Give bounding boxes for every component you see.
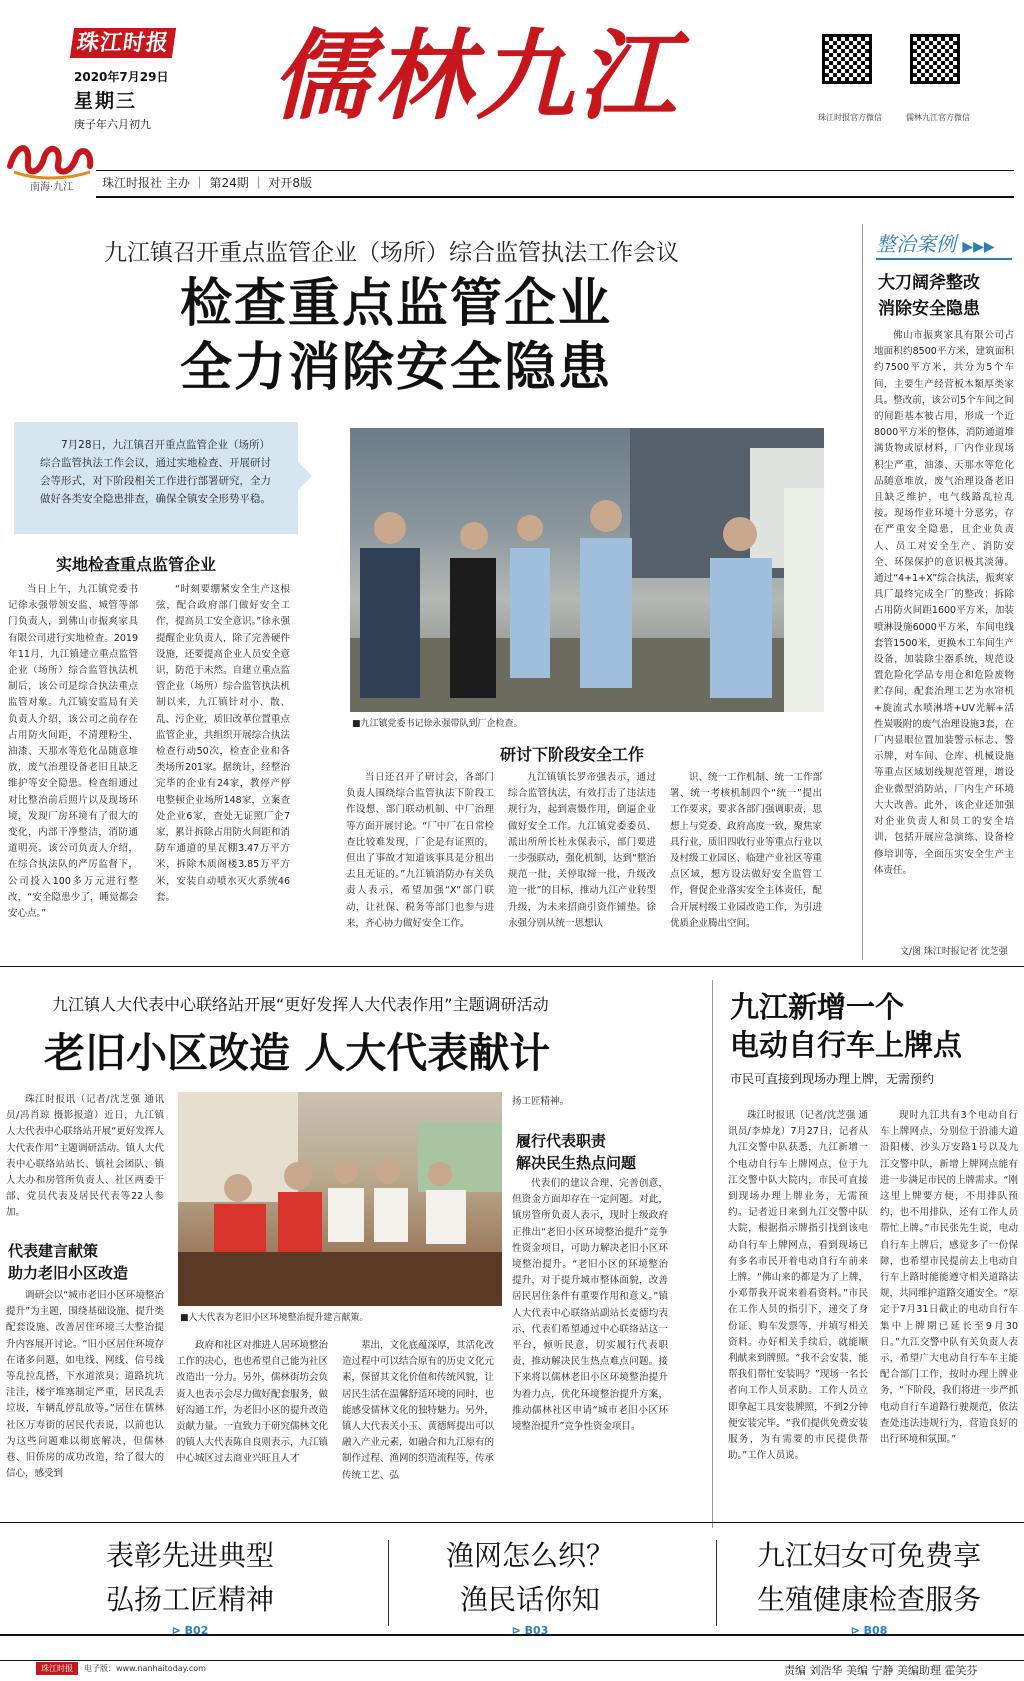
page-arrow-icon: ⊳ bbox=[511, 1624, 525, 1637]
teaser-item[interactable] bbox=[380, 1534, 680, 1622]
article-column: 现时九江共有3个电动自行车上牌网点，分别位于沿浦大道沿阳楼、沙头万安路1号以及九江交警中队，新增上牌网点能有进一步满足市民的上牌需求。“刚这里上牌要方便，不用排队预约，也不用排队，还有工作人员帮忙上牌。”市民张先生说，电动自行车上牌后，感觉多了一份保障，也希望市民提前去上电动自行车上路时能能遵守相关道路法规，共同维护道路交通安全。“原定于7月31日截止的电动自行车集中上牌期已延长至9月30日。”九江交警中队有关负责人表示，希望广大电动自行车车主能配合部门工作，按时办理上牌业务，“下阶段，我们将进一步严抓电动自行车道路行驶规范，依法查处违法违规行为，营造良好的出行环境和氛围。” bbox=[880, 1110, 1018, 1446]
lead-summary: 7月28日，九江镇召开重点监管企业（场所）综合监管执法工作会议，通过实地检查、开展研讨会等形式，对下阶段相关工作进行部署研究，全力做好各类安全隐患排查，确保全镇安全形势平稳。 bbox=[14, 422, 298, 534]
sidebar-title-line: 大刀阔斧整改 bbox=[878, 273, 980, 293]
page-arrow-icon: ⊳ bbox=[850, 1624, 864, 1637]
article-column: 代表们的建议合理、完善创意，但资金方面却存在一定问题。对此，镇房管所负责人表示，现时上级政府正推出“老旧小区环境整治提升”竞争性资金项目，可助力解决老旧小区环境整治提升。“老旧小区的环境整治提升，对于提升城市整体面貌，改善居民居住条件有重要作用和意义。”镇人大代表中心联络站副站长麦德均表示，代表们希望通过中心联络站这一平台，倾听民意，切实履行代表职责，推动解决民生热点难点问题。接下来将以儒林老旧小区环境整治提升为着力点，优化环境整治提升方案，推动儒林社区申请“城市老旧小区环境整治提升”竞争性资金项目。 bbox=[512, 1178, 668, 1433]
story3-headline-line: 电动自行车上牌点 bbox=[730, 1028, 963, 1062]
article-column: 珠江时报讯（记者/沈芝强 通讯员/冯肖琼 摄影报道）近日，九江镇人大代表中心联络站开展“更好发挥人大代表作用”主题调研活动。镇人大代表中心联络站站长、镇社会团队、镇人大办和房管所负责人、社区两委干部、党员代表及居民代表等22人参加。 bbox=[6, 1094, 164, 1219]
article-column: “时刻要绷紧安全生产这根弦，配合政府部门做好安全工作，提高员工安全意识。”徐永强提醒企业负责人，除了完善硬件设施，还要提高企业人员安全意识，防范于未然。自建立重点监管企业（场所）综合监管执法机制以来，九江镇针对小、散、乱、污企业，质旧改革位置重点监管企业，共组织开展综合执法检查行动50次，检查企业和各类场所201家。据统计，经整治完毕的企业有24家，教停产停电整顿企业场所148家，立案查处企业6家，查处无证照厂企7家，累计拆除占用防火间距和消防车通道的星瓦棚3.47万平方米，拆除木质阁楼3.85万平方米，安装自动喷水灭火系统46套。 bbox=[156, 584, 290, 903]
byline: 文/图 珠江时报记者 沈芝强 bbox=[900, 947, 1008, 957]
section-rule bbox=[0, 966, 1024, 967]
lead-kicker: 九江镇召开重点监管企业（场所）综合监管执法工作会议 bbox=[104, 240, 679, 266]
sidebar-label-text: 整治案例 bbox=[876, 232, 956, 256]
story3-headline-line: 九江新增一个 bbox=[730, 990, 905, 1024]
section-title-line: 履行代表职责 bbox=[516, 1132, 607, 1150]
story2-headline: 老旧小区改造 人大代表献计 bbox=[44, 1029, 551, 1077]
teaser-item[interactable] bbox=[40, 1534, 340, 1622]
teaser-item[interactable] bbox=[724, 1534, 1014, 1622]
meeting-photo bbox=[178, 1092, 502, 1306]
lead-headline bbox=[180, 272, 612, 400]
photo-caption: ■人大代表为老旧小区环境整治提升建言献策。 bbox=[180, 1313, 369, 1323]
teaser-page-ref[interactable] bbox=[40, 1624, 340, 1637]
teaser-divider bbox=[716, 1540, 717, 1626]
story3-subhead: 市民可直接到现场办理上牌，无需预约 bbox=[730, 1072, 935, 1086]
article-column: 政府和社区对推进人居环境整治工作的决心，也也希望自己能为社区改造出一分力。另外，儒林街坊会负责人也表示会尽力做好配套服务，做好沟通工作，为老旧小区的提升改造贡献力量。一直致力于研究儒林文化的镇人大代表陈自良则表示，九江镇中心城区过去商业兴旺且人才 bbox=[176, 1340, 328, 1465]
story2-kicker: 九江镇人大代表中心联络站开展“更好发挥人大代表作用”主题调研活动 bbox=[52, 995, 549, 1014]
article-column: 珠江时报讯（记者/沈芝强 通讯员/李焯龙）7月27日，记者从九江交警中队获悉，九江新增一个电动自行车上牌网点，位于九江交警中队大院内，市民可直接到现场办理上牌业务，无需预约。记者近日来到九江交警中队大院，根据指示牌指引找到该电动自行车上牌网点，看到现场已有多名市民开着电动自行车前来上牌。“佛山来的都是为了上牌，小邓帮我开说来着看资料。”市民在工作人员的指引下，递交了身份证、购车发票等，并填写相关资料。办好相关手续后，就能顺利献来到牌照。“我不会安装，能帮我们帮忙安装吗？”现场一名长者向工作人员求助。工作人员立即拿起工具安装牌照，不到2分钟便安装完毕。“我们提供免费安装服务，为有需要的市民提供帮助。”工作人员说。 bbox=[728, 1110, 868, 1462]
qr-label: 儒林九江官方微信 bbox=[906, 113, 970, 122]
issue-date: 2020年7月29日 bbox=[74, 70, 169, 84]
triangle-arrows-icon: ▶▶▶ bbox=[962, 239, 995, 255]
paper-logo: 珠江时报 bbox=[70, 28, 176, 58]
teaser-top-rule bbox=[0, 1522, 1024, 1523]
qr-label: 珠江时报官方微信 bbox=[818, 113, 882, 122]
article-column: 九江镇镇长罗帝强表示，通过综合监管执法，有效打击了违法违规行为，起到震慑作用，倒逼企业做好安全工作。九江镇党委委员、派出所所长杜永保表示，部门要进一步强联动，强化机制，达到“整治规范一批，关停取缔一批，升级改造一批”的目标，推动九江产业转型升级，为未来招商引资作铺垫。徐永强分别从统一思想认 bbox=[508, 772, 656, 929]
inspection-photo-scene bbox=[350, 428, 824, 712]
photo-caption: ■九江镇党委书记徐永强带队到厂企检查。 bbox=[352, 719, 523, 729]
article-column: 识、统一工作机制、统一工作部署、统一考核机制四个“统一”提出工作要求，要求各部门强调职责，思想上与党委、政府高度一致，聚焦家具行业，质旧四收行业等重点行业以及村级工业园区、临建产业社区等重点区域，想方设法做好安全监管工作，督促企业落实安全主体责任，配合开展村级工业园改造工作，为引进优质企业腾出空间。 bbox=[670, 772, 822, 929]
masthead-title: 儒林九江 bbox=[272, 19, 681, 134]
footer-editors: 责编 刘浩华 美编 宁静 美编助理 霍笑芬 bbox=[784, 1664, 978, 1677]
section-title-line: 助力老旧小区改造 bbox=[8, 1264, 129, 1282]
teaser-page-number: B08 bbox=[863, 1624, 888, 1637]
teaser-line: 表彰先进典型 bbox=[105, 1539, 274, 1572]
section-title: 实地检查重点监管企业 bbox=[56, 555, 217, 574]
footer-rule bbox=[0, 1660, 1024, 1661]
article-column: 辈出，文化底蕴深厚，其活化改造过程中可以结合原有的历史文化元素，保留其文化价值和传统风貌，让居民生活在温馨舒适环境的同时，也能感受儒林文化的独特魅力。另外，镇人大代表关小玉、黄德辉提出可以融入产业元素，如融合和九江原有的制作过程、渔网的织造流程等，传承传统工艺、弘 bbox=[342, 1340, 494, 1481]
qr-code-icon bbox=[910, 34, 960, 84]
qr-code-icon bbox=[822, 34, 872, 84]
footer-logo: 珠江时报 bbox=[36, 1662, 78, 1675]
inspection-photo bbox=[350, 428, 824, 712]
district-swirl-logo bbox=[6, 136, 96, 184]
header-rule bbox=[96, 196, 1014, 198]
page-arrow-icon: ⊳ bbox=[171, 1624, 185, 1637]
section-title bbox=[8, 1240, 128, 1284]
teaser-line: 渔网怎么织？ bbox=[445, 1539, 614, 1572]
publication-info: 珠江时报社 主办 ｜ 第24期 ｜ 对开8版 bbox=[102, 176, 312, 190]
article-column: 当日上午，九江镇党委书记徐永强带领安监、城管等部门负责人，到佛山市振爽家具有限公司进行实地检查。2019年11月，九江镇建立重点监管企业（场所）综合监管执法机制后，该公司是综合执法重点监管对象。九江镇安监局有关负责人介绍，该公司之前存在占用防火间距，不清理粉尘、油漆、天那水等危化品随意堆放，废气治理设备老旧且缺乏维护等安全隐患。检查组通过对比整治前后照片以及现场环境，发现厂房环境有了很大的变化，内部干净整洁，消防通道明亮。该公司负责人介绍，在综合执法队的严厉监督下，公司投入100多万元进行整改，“安全隐患少了，睡觉都会安心点。” bbox=[8, 584, 138, 920]
sidebar-title bbox=[878, 270, 980, 322]
district-logo-text: 南海·九江 bbox=[30, 182, 74, 193]
teaser-page-number: B03 bbox=[524, 1624, 549, 1637]
teaser-line: 生殖健康检查服务 bbox=[756, 1583, 981, 1616]
sidebar-rule bbox=[876, 258, 1012, 260]
sidebar-title-line: 消除安全隐患 bbox=[878, 299, 980, 319]
article-column: 调研会以“城市老旧小区环境整治提升”为主题，围绕基础设施、提升类配套设施、改善居住环境三大整治提升内容展开讨论。“旧小区居住环境存在诸多问题，如电线、网线、信号线等乱拉乱搭，下水道浓臭；道路坑坑洼洼，楼宇堆塞制定严重，居民乱丢垃圾，车辆乱停乱放等。”居住在儒林社区万寿街的居民代表说，以前也认为这些问题难以彻底解决，但儒林巷、旧侨房的成功改造，给了很大的信心，感受到 bbox=[6, 1290, 164, 1480]
story3-headline bbox=[730, 988, 962, 1064]
section-title-line: 解决民生热点问题 bbox=[516, 1154, 637, 1172]
teaser-page-ref[interactable] bbox=[380, 1624, 680, 1637]
article-column: 当日还召开了研讨会，各部门负责人围绕综合监管执法下阶段工作设想、部门联动机制、中厂治理等方面开展讨论。“厂中厂在日常检查比较难发现，厂企是有证照的，但出了事故才知道该事具是分租出去且无证的。”九江镇消防办有关负责人表示，希望加强“X”部门联动，让社保、税务等部门也参与进来，齐心协力做好安全工作。 bbox=[346, 772, 494, 929]
section-title-line: 代表建言献策 bbox=[8, 1242, 99, 1260]
teaser-page-ref[interactable] bbox=[724, 1624, 1014, 1637]
lunar-date: 庚子年六月初九 bbox=[74, 118, 151, 131]
header-rule bbox=[96, 170, 1014, 171]
teaser-line: 九江妇女可免费享 bbox=[756, 1539, 981, 1572]
weekday: 星期三 bbox=[74, 90, 138, 112]
article-column: 扬工匠精神。 bbox=[512, 1096, 570, 1107]
sidebar-body: 佛山市振爽家具有限公司占地面积约8500平方米，建筑面积约7500平方米，共分为5个车间，主要生产经营板木類厚类家具。整改前，该公司5个车间之间的间距基本被占用，形成一个近8000平方米的整体，消防通道堆满货物或原材料，厂内作业现场积尘严重，油漆、天那水等危化品随意堆放，废气治理设备老旧且缺乏维护，电气线路乱拉乱接。现场作业环境十分恶劣，存在严重安全隐患，且企业负责人、员工对安全生产、消防安全、环保保护的意识极其淡薄。通过“4+1+X”综合执法，振爽家具厂最终完成全厂的整改：拆除占用防火间距1600平方米，加装喷淋设施6000平方米，车间电线套管1500米，更换木工车间生产设备，加装除尘器系统，规范设置危险化学品专用仓和危险废物贮存间，配套治理工艺为水帘机+旋流式水喷淋塔+UV光解+活性炭吸附的废气治理设施3套，在厂内显眼位置加装警示标志、警示牌，对车间、仓库、机械设施等重点区域划线规范管理，增设企业微型消防站，厂内生产环境大大改善。此外，该企业还加强对企业负责人和员工的安全培训，包括开展应急演练、设备检修培训等，全面压实安全生产主体责任。 bbox=[874, 330, 1014, 876]
sidebar-label bbox=[876, 228, 995, 257]
lead-headline-line: 检查重点监管企业 bbox=[180, 273, 613, 334]
lead-headline-line: 全力消除安全隐患 bbox=[180, 337, 613, 398]
meeting-photo-scene bbox=[178, 1092, 502, 1306]
section-title: 研讨下阶段安全工作 bbox=[500, 745, 645, 764]
teaser-page-number: B02 bbox=[184, 1624, 209, 1637]
teaser-line: 弘扬工匠精神 bbox=[105, 1583, 274, 1616]
column-divider bbox=[862, 224, 863, 960]
section-title bbox=[516, 1130, 636, 1174]
footer-url[interactable]: 电子版：www.nanhaitoday.com bbox=[84, 1664, 206, 1673]
teaser-line: 渔民话你知 bbox=[459, 1583, 600, 1616]
